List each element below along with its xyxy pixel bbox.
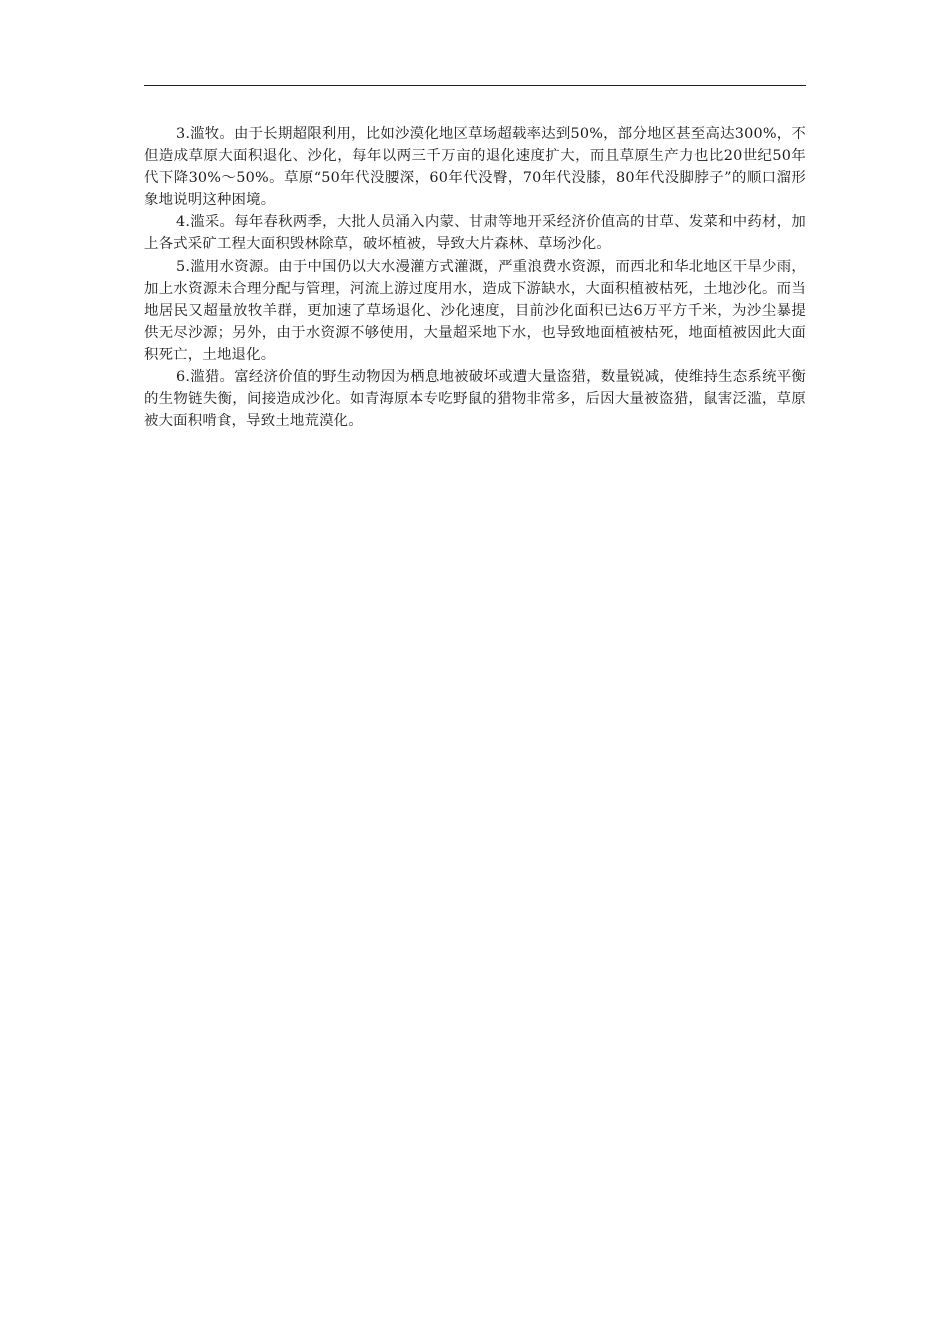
paragraph-overharvesting: 4.滥采。每年春秋两季，大批人员涌入内蒙、甘肃等地开采经济价值高的甘草、发菜和中药材，加上各式采矿工程大面积毁林除草，破坏植被，导致大片森林、草场沙化。 bbox=[144, 214, 806, 253]
header-rule bbox=[144, 85, 806, 86]
document-body bbox=[144, 123, 806, 432]
paragraph-overhunting: 6.滥猎。富经济价值的野生动物因为栖息地被破坏或遭大量盗猎，数量锐减，使维持生态系统平衡的生物链失衡，间接造成沙化。如青海原本专吃野鼠的猎物非常多，后因大量被盗猎，鼠害泛滥，草原被大面积啃食，导致土地荒漠化。 bbox=[144, 369, 806, 430]
paragraph-water-misuse: 5.滥用水资源。由于中国仍以大水漫灌方式灌溉，严重浪费水资源，而西北和华北地区干旱少雨，加上水资源未合理分配与管理，河流上游过度用水，造成下游缺水，大面积植被枯死，土地沙化。而当地居民又超量放牧羊群，更加速了草场退化、沙化速度，目前沙化面积已达6万平方千米，为沙尘暴提供无尽沙源；另外，由于水资源不够使用，大量超采地下水，也导致地面植被枯死，地面植被因此大面积死亡，土地退化。 bbox=[144, 258, 806, 363]
paragraph-overgrazing: 3.滥牧。由于长期超限利用，比如沙漠化地区草场超载率达到50%，部分地区甚至高达300%，不但造成草原大面积退化、沙化，每年以两三千万亩的退化速度扩大，而且草原生产力也比20世纪50年代下降30%～50%。草原“50年代没腰深，60年代没臀，70年代没膝，80年代没脚脖子”的顺口溜形象地说明这种困境。 bbox=[144, 126, 806, 209]
